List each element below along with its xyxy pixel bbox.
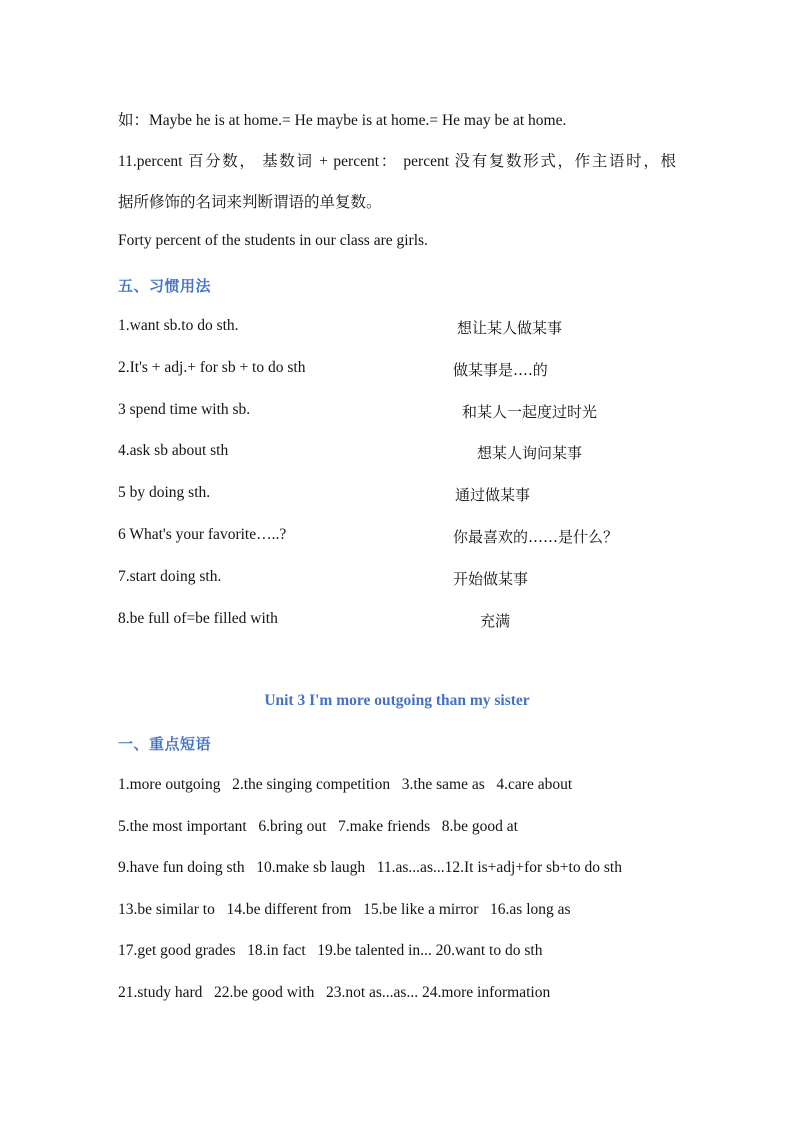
usage-chinese-translation: 和某人一起度过时光 xyxy=(462,402,598,421)
usage-chinese-translation: 你最喜欢的……是什么？ xyxy=(453,528,619,546)
usage-row xyxy=(118,442,676,462)
usage-english-phrase: 8.be full of=be filled with xyxy=(118,609,278,627)
unit-3-title: Unit 3 I'm more outgoing than my sister xyxy=(264,692,530,709)
example-forty-percent-sentence: Forty percent of the students in our class are girls. xyxy=(118,232,428,249)
point-11-percent-line-1: 11.percent 百分数， 基数词 + percent： percent 没有复数形式，作主语时，根 xyxy=(118,153,676,170)
usage-english-phrase: 7.start doing sth. xyxy=(118,567,222,585)
usage-row xyxy=(118,401,676,421)
phrase-line: 17.get good grades 18.in fact 19.be talented in... 20.want to do sth xyxy=(118,942,543,960)
phrase-line: 13.be similar to 14.be different from 15.be like a mirror 16.as long as xyxy=(118,900,571,918)
section-heading-usage: 五、习惯用法 xyxy=(118,277,212,295)
usage-english-phrase: 3 spend time with sb. xyxy=(118,400,251,418)
usage-chinese-translation: 想让某人做某事 xyxy=(457,319,563,337)
usage-row xyxy=(118,568,676,588)
usage-english-phrase: 5 by doing sth. xyxy=(118,484,211,502)
point-11-percent-line-2: 据所修饰的名词来判断谓语的单复数。 xyxy=(118,194,382,211)
example-maybe-line: 如：Maybe he is at home.= He maybe is at home.= He may be at home. xyxy=(118,112,567,129)
usage-chinese-translation: 想某人询问某事 xyxy=(477,444,583,463)
usage-row xyxy=(118,359,676,379)
phrase-line: 5.the most important 6.bring out 7.make friends 8.be good at xyxy=(118,817,518,835)
usage-row xyxy=(118,484,676,504)
usage-row xyxy=(118,317,676,337)
usage-english-phrase: 6 What's your favorite…..? xyxy=(118,526,287,543)
usage-row xyxy=(118,526,676,546)
section-heading-key-phrases: 一、重点短语 xyxy=(118,735,212,753)
usage-chinese-translation: 做某事是….的 xyxy=(453,360,548,379)
usage-english-phrase: 1.want sb.to do sth. xyxy=(118,317,239,334)
usage-chinese-translation: 充满 xyxy=(480,611,511,630)
phrase-line: 1.more outgoing 2.the singing competition 3.the same as 4.care about xyxy=(118,776,573,793)
phrase-line: 9.have fun doing sth 10.make sb laugh 11.as...as...12.It is+adj+for sb+to do sth xyxy=(118,859,622,877)
phrase-line: 21.study hard 22.be good with 23.not as...as... 24.more information xyxy=(118,984,551,1001)
usage-row xyxy=(118,610,676,630)
usage-chinese-translation: 开始做某事 xyxy=(453,569,529,588)
usage-english-phrase: 2.It's + adj.+ for sb + to do sth xyxy=(118,358,306,376)
usage-english-phrase: 4.ask sb about sth xyxy=(118,442,229,460)
usage-chinese-translation: 通过做某事 xyxy=(455,486,531,505)
